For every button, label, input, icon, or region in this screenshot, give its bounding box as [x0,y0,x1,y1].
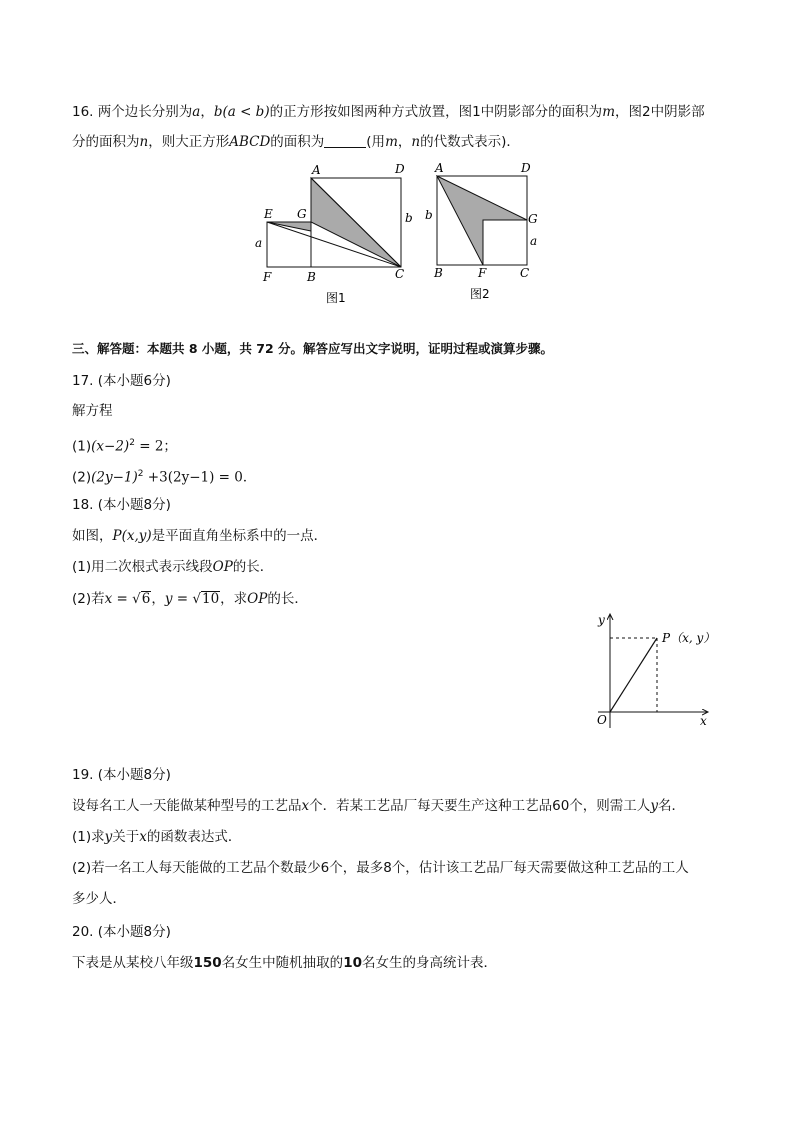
q19-item-2-line1: (2)若一名工人每天能做的工艺品个数最少6个，最多8个，估计该工艺品厂每天需要做这种工艺品的工人 [72,860,689,876]
x-axis-label: x [700,714,707,728]
section-3-heading: 三、解答题：本题共 8 小题，共 72 分。解答应写出文字说明，证明过程或演算步骤。 [72,341,554,356]
q18-item-2: (2)若x = √6，y = √10，求OP的长． [72,591,308,607]
q16-line1: 16. 两个边长分别为a，b(a < b)的正方形按如图两种方式放置，图1中阴影部分的面积为m，图2中阴影部 [72,104,705,120]
q19-item-2-line2: 多少人． [72,891,126,907]
fig1-label-G: G [297,207,307,221]
origin-label: O [597,713,607,727]
figure-2 [420,160,550,310]
fig1-label-E: E [264,207,273,221]
q17-item-1: $(1)(x-2)^2 = 2$； [72,438,177,455]
fig1-label-C: C [395,267,405,281]
fig2-caption: 图2 [470,287,490,301]
fig1-label-a: a [255,236,263,250]
q19-line1: 设每名工人一天能做某种型号的工艺品x个．若某工艺品厂每天要生产这种工艺品60个，则需工人y名． [72,798,685,814]
point-p-label: P（x, y） [662,631,716,645]
q19-title: 19. (本小题8分) [72,767,171,783]
sqrt-symbol: √ [192,591,201,607]
fig2-label-C: C [520,266,530,280]
q20-title: 20. (本小题8分) [72,924,171,940]
q20-text: 下表是从某校八年级150名女生中随机抽取的10名女生的身高统计表． [72,955,497,971]
y-axis-label: y [598,613,605,627]
fig1-label-b: b [405,211,413,225]
q17-item-2: $(2)(2y-1)^2 +3(2y-1) = 0$． [72,469,257,486]
segment-OP [610,638,657,712]
q18-coordinate-figure [590,608,730,733]
fig2-label-G: G [528,212,538,226]
q18-item-1: (1)用二次根式表示线段OP的长． [72,559,274,575]
q19-item-1: (1)求y关于x的函数表达式． [72,829,242,845]
fig2-label-D: D [521,161,531,175]
fig2-label-A: A [435,161,444,175]
fig1-label-B: B [307,270,316,284]
q18-intro: 如图，P(x,y)是平面直角坐标系中的一点． [72,528,328,544]
sqrt-symbol: √ [132,591,141,607]
fig1-caption: 图1 [326,291,346,305]
fig2-label-b: b [425,208,433,222]
figure-1 [250,160,420,310]
q16-line2: 分的面积为n，则大正方形ABCD的面积为 (用m，n的代数式表示)． [72,134,520,150]
q17-prompt: 解方程 [72,403,113,419]
fig2-label-a: a [530,234,538,248]
fig1-label-A: A [312,163,321,177]
fig1-label-D: D [395,162,405,176]
fig2-label-F: F [478,266,487,280]
fig2-label-B: B [434,266,443,280]
answer-blank[interactable] [324,133,366,148]
q17-title: 17. (本小题6分) [72,373,171,389]
fig1-label-F: F [263,270,272,284]
q18-title: 18. (本小题8分) [72,497,171,513]
